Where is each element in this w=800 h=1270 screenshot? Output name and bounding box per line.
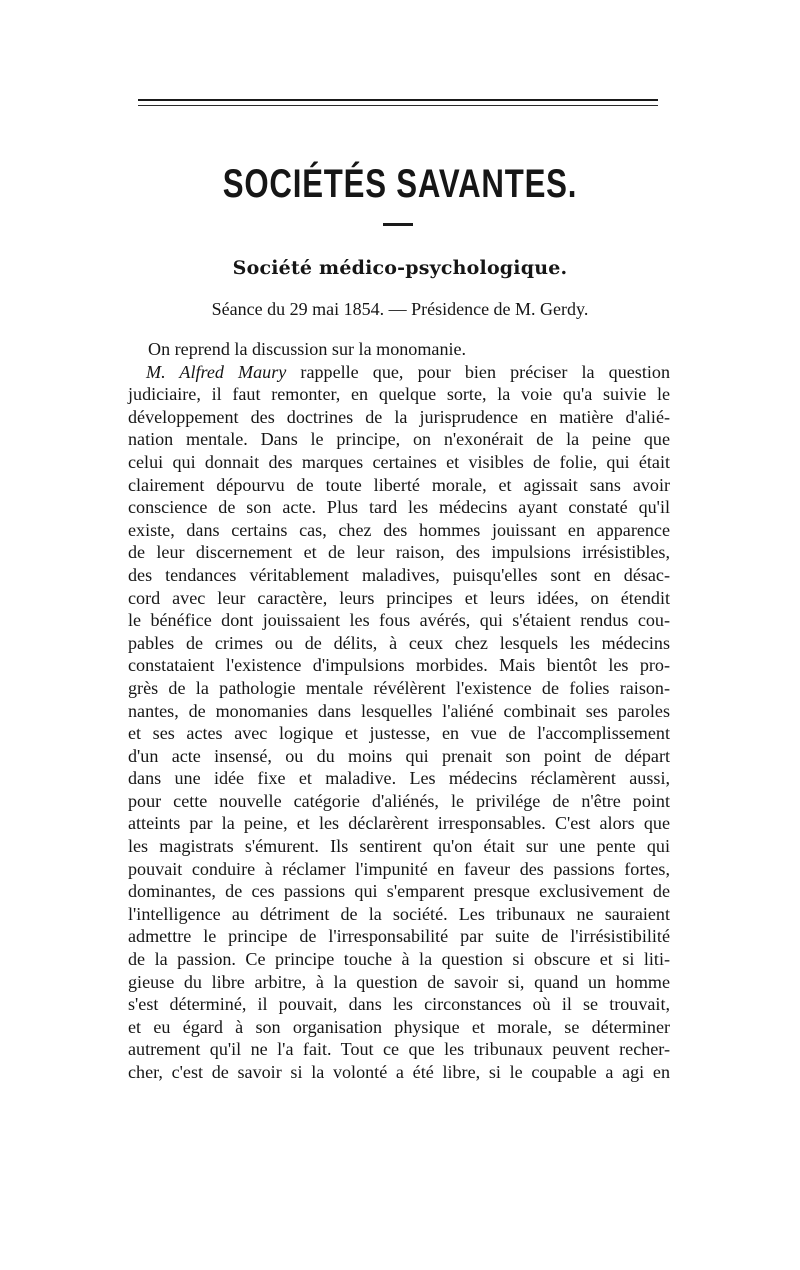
text-line: s'est déterminé, il pouvait, dans les circonstances où il se trouvait, [128,994,670,1015]
text-line: pables de crimes ou de délits, à ceux chez lesquels les médecins [128,632,670,653]
header-rule [138,99,658,101]
text-line: cord avec leur caractère, leurs principes et leurs idées, on étendit [128,587,670,608]
text-line: gieuse du libre arbitre, à la question de savoir si, quand un homme [128,971,670,992]
text-line: nation mentale. Dans le principe, on n'exonérait de la peine que [128,429,670,450]
text-line: constataient l'existence d'impulsions morbides. Mais bientôt les pro- [128,655,670,676]
text-line: grès de la pathologie mentale révélèrent l'existence de folies raison- [128,677,670,698]
text-line-rest: rappelle que, pour bien préciser la question [300,361,670,382]
session-line: Séance du 29 mai 1854. — Présidence de M. Gerdy. [211,299,589,319]
text-line: On reprend la discussion sur la monomanie. [148,339,467,359]
text-line: clairement dépourvu de toute liberté morale, et agissait sans avoir [128,474,670,495]
text-line: pouvait conduire à réclamer l'impunité en faveur des passions fortes, [128,858,670,879]
text-line: atteints par la peine, et les déclarèrent irresponsables. C'est alors que [128,813,670,834]
text-line: des tendances véritablement maladives, puisqu'elles sont en désac- [128,564,670,585]
article-body [128,338,670,1084]
text-line: de leur discernement et de leur raison, des impulsions irrésistibles, [128,542,670,563]
text-line: dans une idée fixe et maladive. Les médecins réclamèrent aussi, [128,768,670,789]
text-line: développement des doctrines de la jurisprudence en matière d'alié- [128,406,670,427]
text-line: pour cette nouvelle catégorie d'aliénés, le privilége de n'être point [128,790,670,811]
text-line: celui qui donnait des marques certaines et visibles de folie, qui était [128,451,670,472]
title-separator [383,223,413,226]
text-line: conscience de son acte. Plus tard les médecins ayant constaté qu'il [128,497,670,518]
text-line: nantes, de monomanies dans lesquelles l'aliéné combinait ses paroles [128,700,670,721]
society-name: Société médico-psychologique. [232,257,568,279]
text-line: dominantes, de ces passions qui s'emparent presque exclusivement de [128,881,670,902]
text-line-with-speaker [128,361,670,384]
text-line: l'intelligence au détriment de la société. Les tribunaux ne sauraient [128,903,670,924]
text-line: d'un acte insensé, ou du moins qui prenait son point de départ [128,745,670,766]
text-line: le bénéfice dont jouissaient les fous avérés, qui s'étaient rendus cou- [128,610,670,631]
text-line: cher, c'est de savoir si la volonté a été libre, si le coupable a agi en [128,1062,670,1082]
text-line: et eu égard à son organisation physique et morale, se déterminer [128,1016,670,1037]
speaker-name: M. Alfred Maury [146,361,287,382]
section-title: SOCIÉTÉS SAVANTES. [222,162,578,206]
text-line: et ses actes avec logique et justesse, en vue de l'accomplissement [128,723,670,744]
text-line: admettre le principe de l'irresponsabilité par suite de l'irrésistibilité [128,926,670,947]
text-line: existe, dans certains cas, chez des hommes jouissant en apparence [128,519,670,540]
text-line: les magistrats s'émurent. Ils sentirent qu'on était sur une pente qui [128,836,670,857]
header-rule-thin [138,105,658,106]
text-line: judiciaire, il faut remonter, en quelque sorte, la voie qu'a suivie le [128,384,670,405]
text-line: de la passion. Ce principe touche à la question si obscure et si liti- [128,949,670,970]
text-line: autrement qu'il ne l'a fait. Tout ce que les tribunaux peuvent recher- [128,1039,670,1060]
